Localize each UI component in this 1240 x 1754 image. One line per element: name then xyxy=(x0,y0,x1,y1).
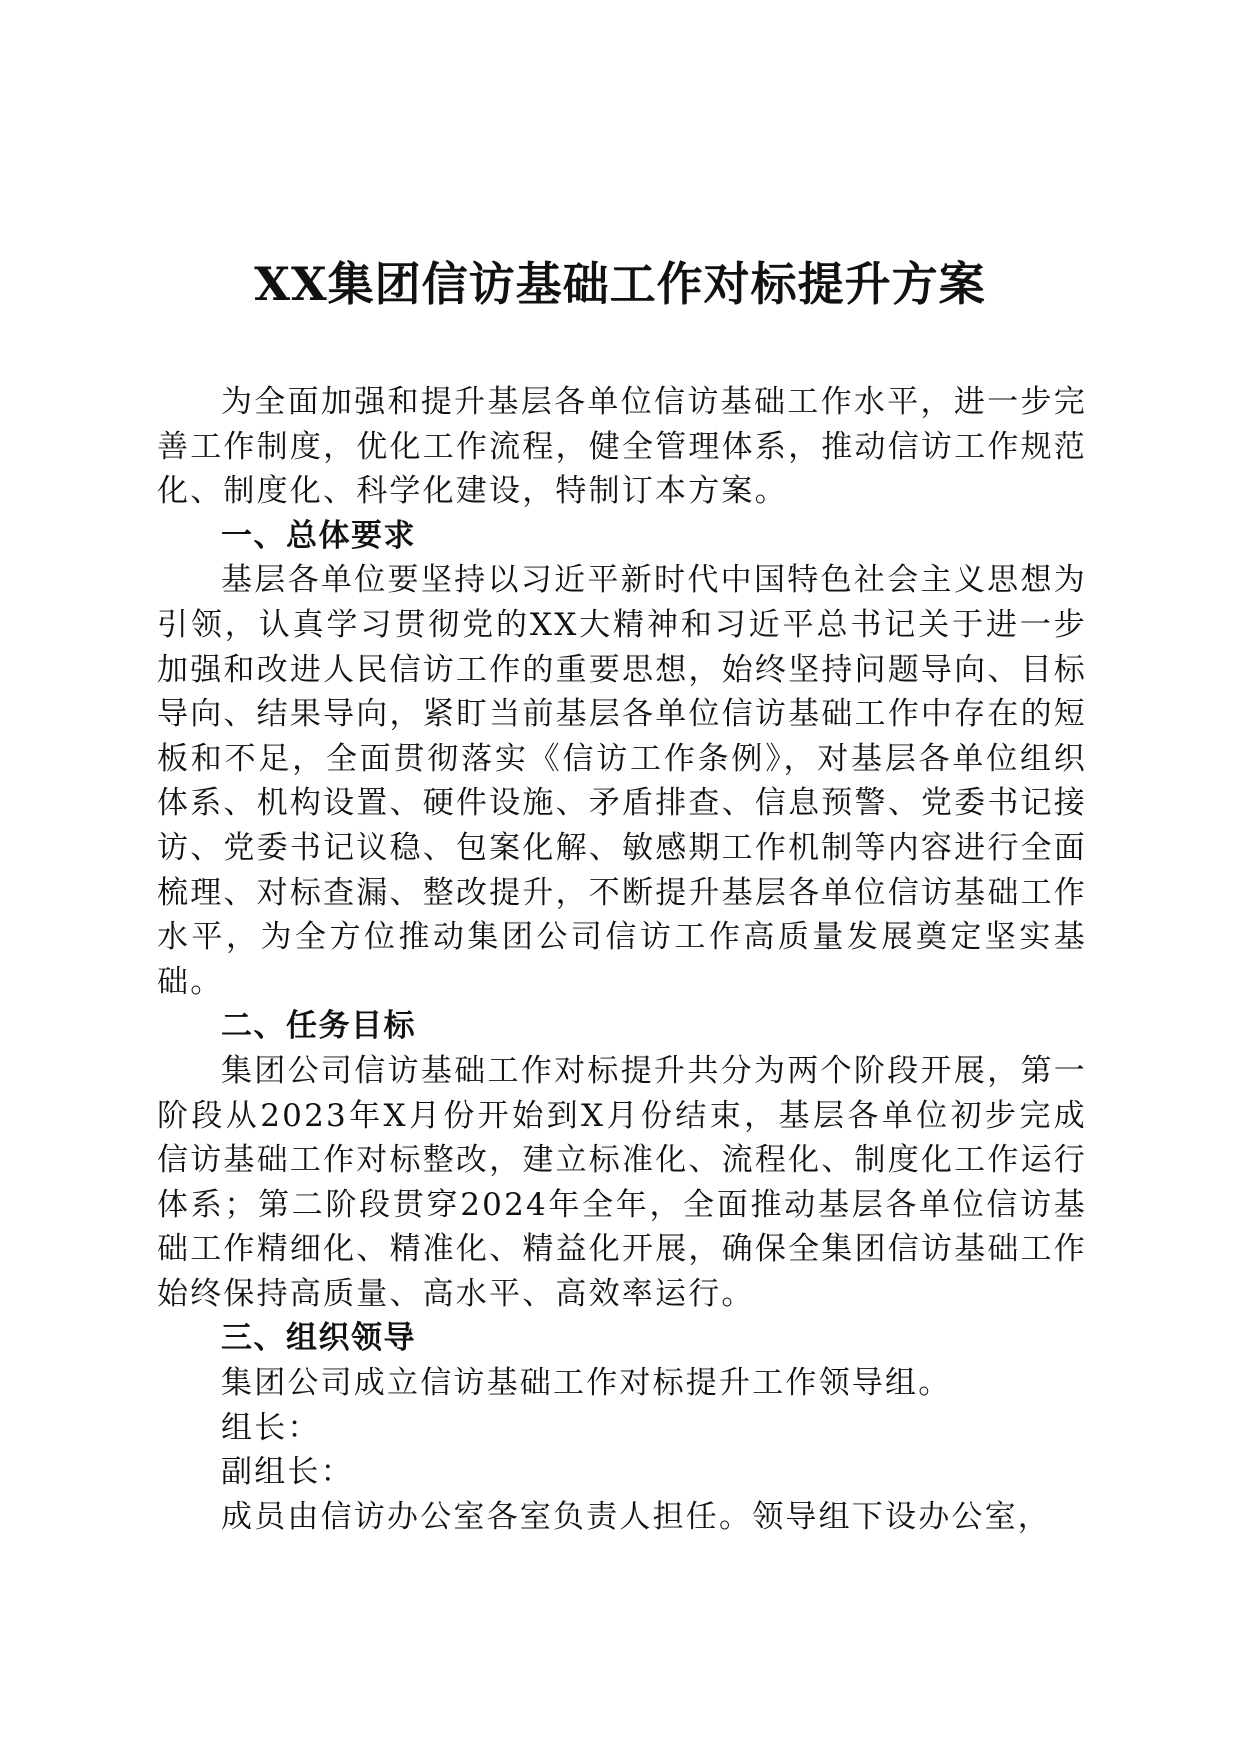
deputy-group-leader-line: 副组长： xyxy=(221,1454,354,1491)
section-heading-organization-leadership: 三、组织领导 xyxy=(221,1320,416,1357)
general-requirements-paragraph: 基层各单位要坚持以习近平新时代中国特色社会主义思想为引领，认真学习贯彻党的XX大精神和习近平总书记关于进一步加强和改进人民信访工作的重要思想，始终坚持问题导向、目标导向、结果导向，紧盯当前基层各单位信访基础工作中存在的短板和不足，全面贯彻落实《信访工作条例》，对基层各单位组织体系、机构设置、硬件设施、矛盾排查、信息预警、党委书记接访、党委书记议稳、包案化解、敏感期工作机制等内容进行全面梳理、对标查漏、整改提升，不断提升基层各单位信访基础工作水平，为全方位推动集团公司信访工作高质量发展奠定坚实基础。 xyxy=(157,562,1087,1000)
document-title: XX集团信访基础工作对标提升方案 xyxy=(254,257,986,311)
task-goals-paragraph: 集团公司信访基础工作对标提升共分为两个阶段开展，第一阶段从2023年X月份开始到X月份结束，基层各单位初步完成信访基础工作对标整改，建立标准化、流程化、制度化工作运行体系；第二阶段贯穿2024年全年，全面推动基层各单位信访基础工作精细化、精准化、精益化开展，确保全集团信访基础工作始终保持高质量、高水平、高效率运行。 xyxy=(157,1052,1087,1312)
intro-paragraph: 为全面加强和提升基层各单位信访基础工作水平，进一步完善工作制度，优化工作流程，健全管理体系，推动信访工作规范化、制度化、科学化建设，特制订本方案。 xyxy=(157,384,1087,510)
leadership-group-paragraph: 集团公司成立信访基础工作对标提升工作领导组。 xyxy=(221,1365,952,1402)
members-paragraph: 成员由信访办公室各室负责人担任。领导组下设办公室， xyxy=(221,1498,1051,1535)
group-leader-line: 组长： xyxy=(221,1409,321,1446)
document-body xyxy=(157,380,1087,1539)
section-heading-general-requirements: 一、总体要求 xyxy=(221,517,416,554)
section-heading-task-goals: 二、任务目标 xyxy=(221,1008,416,1045)
